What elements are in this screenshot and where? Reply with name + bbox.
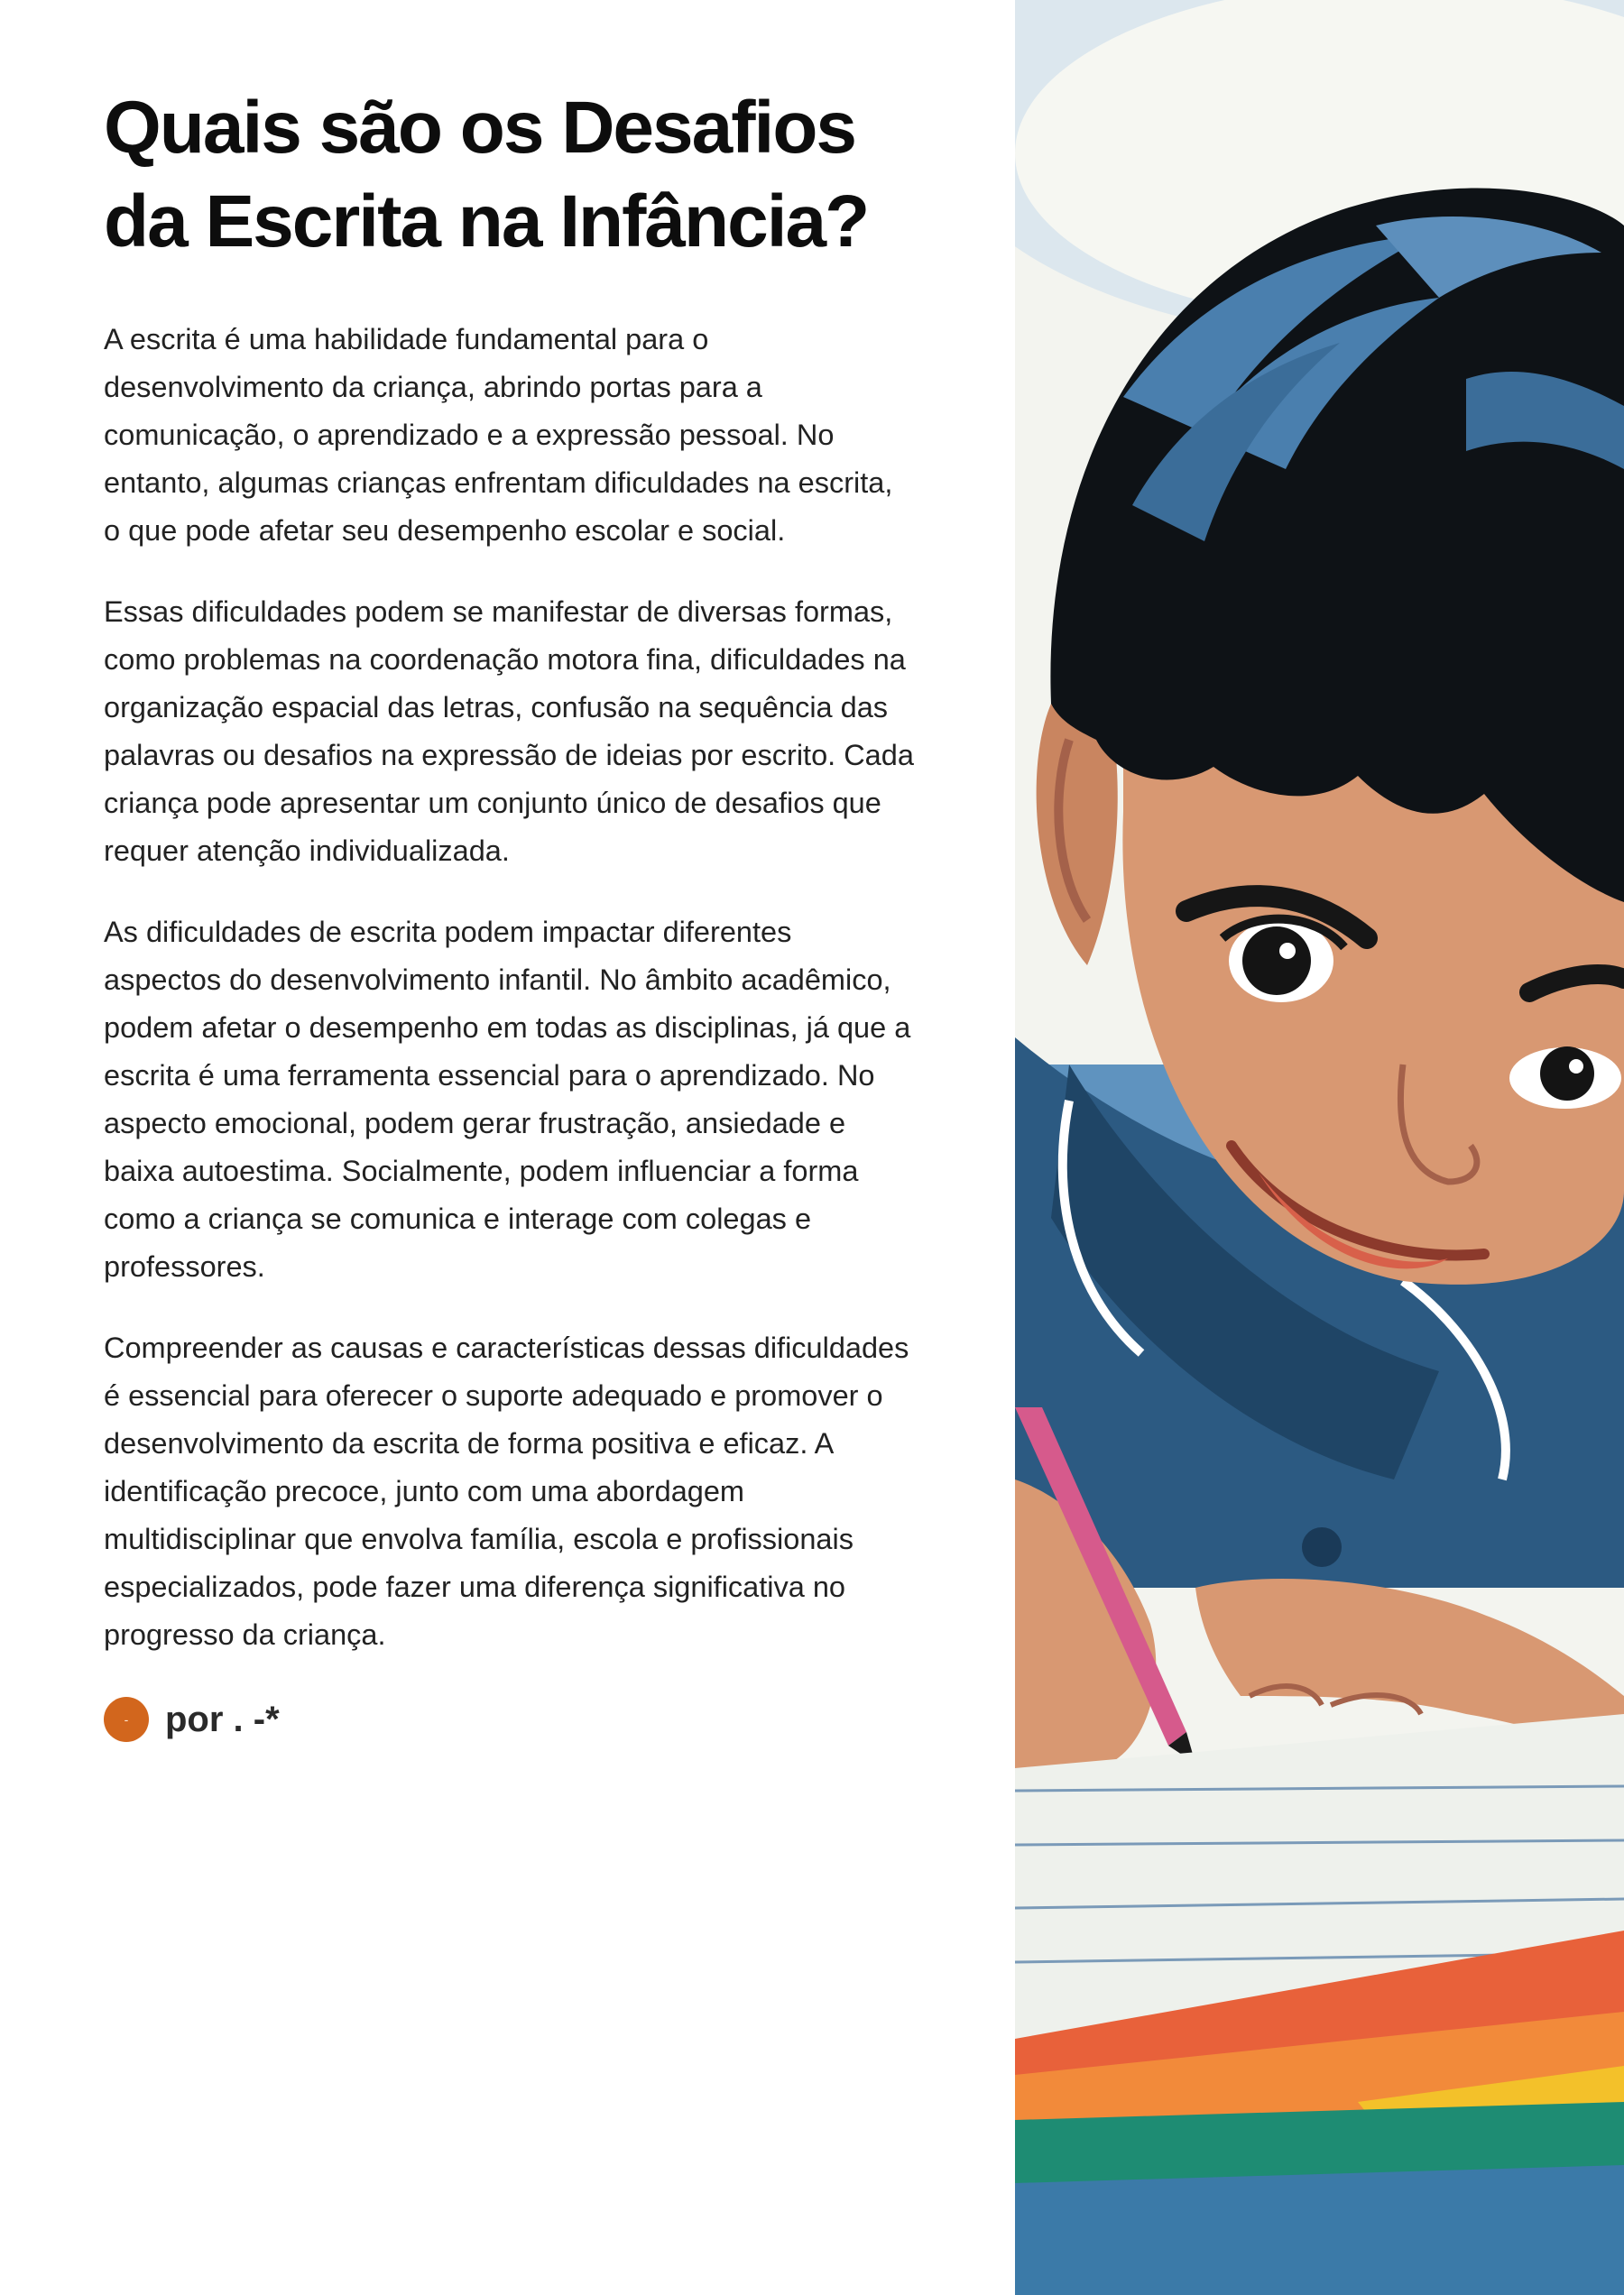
author-name: por . -* <box>165 1699 280 1739</box>
paragraph-2: Essas dificuldades podem se manifestar de diversas formas, como problemas na coordenação motora fina, dificuldades na organização espacial das letras, confusão na sequência das palavras ou desafios na expressão de ideias por escrito. Cada criança pode apresentar um conjunto único de desafios que requer atenção individualizada. <box>104 595 914 867</box>
paragraph-4: Compreender as causas e características dessas dificuldades é essencial para oferecer o suporte adequado e promover o desenvolvimento da escrita de forma positiva e eficaz. A identificação precoce, junto com uma abordagem multidisciplinar que envolva família, escola e profissionais especializados, pode fazer uma diferença significativa no progresso da criança. <box>104 1332 909 1651</box>
paragraph-1: A escrita é uma habilidade fundamental para o desenvolvimento da criança, abrindo portas para a comunicação, o aprendizado e a expressão pessoal. No entanto, algumas crianças enfrentam dificuldades na escrita, o que pode afetar seu desempenho escolar e social. <box>104 323 893 547</box>
author-avatar-glyph: - <box>124 1712 129 1727</box>
page-title: Quais são os Desafios da Escrita na Infância? <box>104 87 869 263</box>
paragraph-3: As dificuldades de escrita podem impactar diferentes aspectos do desenvolvimento infantil. No âmbito acadêmico, podem afetar o desempenho em todas as disciplinas, já que a escrita é uma ferramenta essencial para o aprendizado. No aspecto emocional, podem gerar frustração, ansiedade e baixa autoestima. Socialmente, podem influenciar a forma como a criança se comunica e interage com colegas e professores. <box>104 916 911 1283</box>
author-avatar <box>104 1697 149 1742</box>
author-byline <box>104 1697 916 1742</box>
child-writing-illustration <box>1015 0 1624 2295</box>
article <box>104 81 916 1742</box>
